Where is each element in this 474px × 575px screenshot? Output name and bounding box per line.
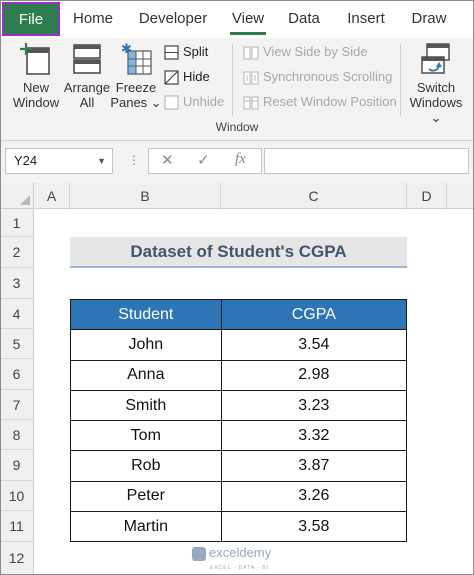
arrange-all-label-line2: All	[79, 95, 95, 110]
row-header-10[interactable]: 10	[0, 481, 34, 511]
cgpa-cell[interactable]: 3.54	[221, 330, 406, 360]
unhide-button[interactable]	[164, 91, 224, 113]
cgpa-cell[interactable]: 3.32	[221, 421, 406, 451]
table-header-row	[71, 300, 407, 330]
ribbon-separator	[232, 44, 233, 116]
unhide-icon	[164, 95, 179, 110]
reset-window-position-button[interactable]	[243, 91, 397, 113]
header-student[interactable]: Student	[71, 300, 222, 330]
row-header-3[interactable]: 3	[0, 268, 34, 299]
hide-button[interactable]	[164, 66, 210, 88]
row-header-11[interactable]: 11	[0, 511, 34, 542]
new-window-button[interactable]	[8, 42, 64, 110]
arrange-all-button[interactable]	[62, 42, 112, 110]
window-group-label: Window	[215, 120, 259, 134]
synchronous-scrolling-icon	[243, 71, 259, 85]
student-cell[interactable]: Anna	[71, 360, 222, 390]
row-header-8[interactable]: 8	[0, 420, 34, 450]
ribbon-view	[0, 38, 474, 141]
column-header-b[interactable]: B	[70, 183, 221, 209]
row-header-4[interactable]: 4	[0, 299, 34, 329]
select-all-corner[interactable]	[0, 183, 34, 209]
cgpa-cell[interactable]: 3.87	[221, 451, 406, 481]
tab-view[interactable]	[226, 0, 270, 38]
cgpa-cell[interactable]: 3.58	[221, 512, 406, 542]
row-header-9[interactable]: 9	[0, 450, 34, 481]
insert-function-icon[interactable]: fx	[235, 151, 246, 167]
watermark-name: exceldemy	[209, 545, 272, 560]
freeze-panes-icon	[119, 42, 153, 76]
switch-windows-label-line2: Windows ⌄	[409, 95, 463, 125]
row-header-1[interactable]: 1	[0, 209, 34, 237]
enter-icon[interactable]: ✓	[197, 152, 210, 169]
cancel-icon[interactable]: ✕	[161, 152, 174, 169]
formula-input[interactable]	[264, 148, 469, 174]
student-cell[interactable]: Rob	[71, 451, 222, 481]
table-row	[71, 330, 407, 360]
student-cell[interactable]: Peter	[71, 481, 222, 511]
student-cell[interactable]: Martin	[71, 512, 222, 542]
formula-bar	[0, 141, 474, 183]
freeze-panes-button[interactable]	[110, 42, 162, 110]
split-button[interactable]	[164, 41, 208, 63]
table-row	[71, 512, 407, 542]
hide-icon	[164, 70, 179, 85]
svg-text:✱: ✱	[121, 42, 132, 57]
split-icon	[164, 45, 179, 60]
student-cell[interactable]: Smith	[71, 390, 222, 420]
header-cgpa[interactable]: CGPA	[221, 300, 406, 330]
tab-home[interactable]: Home	[72, 10, 113, 27]
cgpa-table	[70, 299, 407, 542]
formula-buttons	[148, 148, 262, 174]
reset-window-position-label: Reset Window Position	[263, 94, 397, 109]
new-window-label-line2: Window	[12, 95, 60, 110]
view-side-by-side-button[interactable]	[243, 41, 368, 63]
new-window-label-line1: New	[22, 80, 49, 95]
active-tab-indicator	[230, 32, 266, 35]
cgpa-cell[interactable]: 3.26	[221, 481, 406, 511]
tab-insert[interactable]: Insert	[347, 10, 385, 27]
tab-view-label: View	[231, 10, 265, 27]
ribbon-tabs	[0, 0, 474, 38]
arrange-all-label-line1: Arrange	[63, 80, 111, 95]
synchronous-scrolling-button[interactable]	[243, 66, 392, 88]
synchronous-scrolling-label: Synchronous Scrolling	[263, 69, 393, 84]
column-header-a[interactable]: A	[34, 183, 70, 209]
split-label: Split	[183, 44, 209, 59]
worksheet[interactable]	[0, 183, 474, 575]
cgpa-cell[interactable]: 3.23	[221, 390, 406, 420]
select-all-icon	[20, 195, 30, 205]
row-header-7[interactable]: 7	[0, 390, 34, 420]
chevron-down-icon[interactable]: ▼	[97, 156, 106, 166]
switch-windows-label-line1: Switch	[416, 80, 456, 95]
watermark-tagline: EXCEL · DATA · BI	[210, 564, 270, 571]
row-header-5[interactable]: 5	[0, 329, 34, 359]
unhide-label: Unhide	[183, 94, 225, 109]
column-header-e[interactable]	[447, 183, 474, 209]
reset-window-position-icon	[243, 96, 259, 110]
view-side-by-side-label: View Side by Side	[263, 44, 368, 59]
sheet-title-cell[interactable]: Dataset of Student's CGPA	[70, 237, 407, 268]
view-side-by-side-icon	[243, 46, 259, 60]
row-header-12[interactable]: 12	[0, 542, 34, 575]
more-options-icon[interactable]: ⋮	[128, 153, 139, 167]
arrange-all-icon	[71, 42, 103, 76]
tab-developer[interactable]: Developer	[138, 10, 208, 27]
column-header-d[interactable]: D	[407, 183, 447, 209]
student-cell[interactable]: Tom	[71, 421, 222, 451]
freeze-panes-label-line1: Freeze	[115, 80, 157, 95]
name-box-value: Y24	[14, 153, 38, 168]
cgpa-cell[interactable]: 2.98	[221, 360, 406, 390]
tab-data[interactable]: Data	[288, 10, 320, 27]
student-cell[interactable]: John	[71, 330, 222, 360]
exceldemy-logo-icon	[192, 547, 206, 561]
table-row	[71, 481, 407, 511]
row-header-2[interactable]: 2	[0, 237, 34, 268]
switch-windows-icon	[419, 42, 453, 76]
table-row	[71, 360, 407, 390]
freeze-panes-label-line2: Panes ⌄	[110, 95, 162, 110]
exceldemy-watermark	[192, 546, 271, 575]
hide-label: Hide	[183, 69, 210, 84]
new-window-icon	[20, 42, 52, 76]
name-box[interactable]	[5, 148, 113, 174]
row-header-6[interactable]: 6	[0, 359, 34, 390]
table-row	[71, 390, 407, 420]
table-row	[71, 451, 407, 481]
column-header-c[interactable]: C	[221, 183, 407, 209]
switch-windows-button[interactable]	[406, 42, 466, 125]
tab-file[interactable]: File	[2, 2, 60, 36]
table-row	[71, 421, 407, 451]
ribbon-separator	[400, 44, 401, 116]
tab-draw[interactable]: Draw	[411, 10, 447, 27]
